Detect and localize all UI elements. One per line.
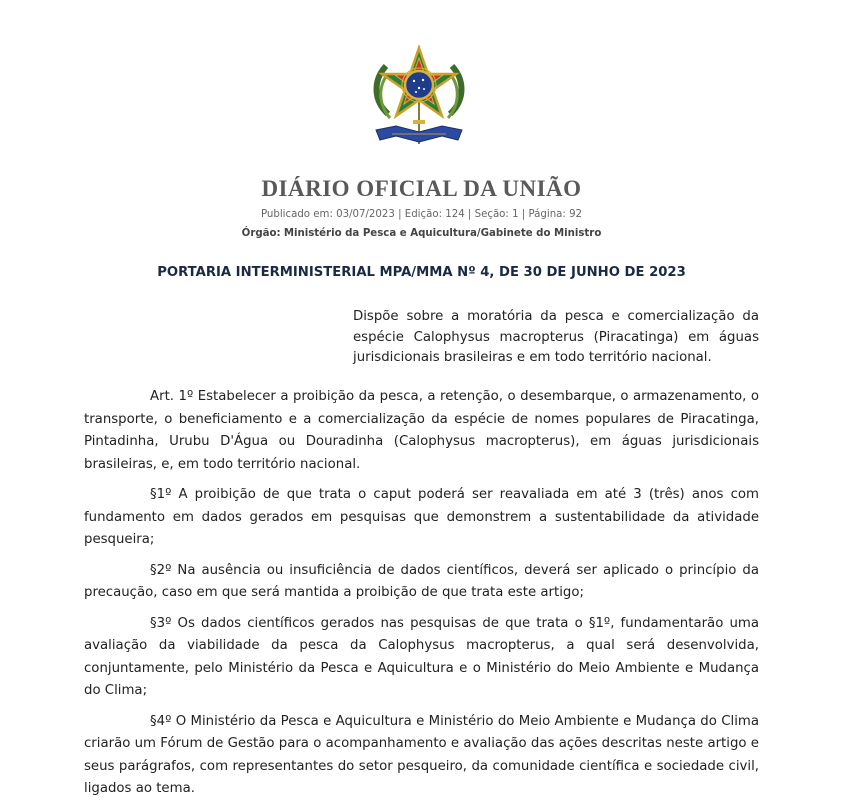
- paragraph-3: §3º Os dados científicos gerados nas pesquisas de que trata o §1º, fundamentarão uma avaliação da viabilidade da pesca da Calophysus macropterus, a qual será desenvolvida, conjuntamente, pelo Ministério da Pesca e Aquicultura e o Ministério do Meio Ambiente e Mudança do Clima;: [84, 615, 759, 698]
- paragraph-4: §4º O Ministério da Pesca e Aquicultura e Ministério do Meio Ambiente e Mudança do Clima criarão um Fórum de Gestão para o acompanhamento e avaliação das ações descritas neste artigo e seus parágrafos, com representantes do setor pesqueiro, da comunidade científica e sociedade civil, ligados ao tema.: [84, 713, 759, 796]
- document-body: [84, 386, 759, 809]
- publication-info: Publicado em: 03/07/2023 | Edição: 124 | Seção: 1 | Página: 92: [260, 209, 583, 220]
- brazil-coat-of-arms-icon: [368, 44, 470, 150]
- paragraph-1: §1º A proibição de que trata o caput poderá ser reavaliada em até 3 (três) anos com fundamento em dados gerados em pesquisas que demonstrem a sustentabilidade da atividade pesqueira;: [84, 487, 759, 547]
- document-title: PORTARIA INTERMINISTERIAL MPA/MMA Nº 4, DE 30 DE JUNHO DE 2023: [157, 265, 686, 280]
- organ-label: Órgão:: [241, 228, 281, 239]
- article-1: Art. 1º Estabelecer a proibição da pesca, a retenção, o desembarque, o armazenamento, o transporte, o beneficiamento e a comercialização da espécie de nomes populares de Piracatinga, Pintadinha, Urubu D'Água ou Douradinha (Calophysus macropterus), em águas jurisdicionais brasileiras, e, em todo território nacional.: [84, 389, 759, 472]
- masthead-title: DIÁRIO OFICIAL DA UNIÃO: [261, 176, 582, 201]
- paragraph-2: §2º Na ausência ou insuficiência de dados científicos, deverá ser aplicado o princípio da precaução, caso em que será mantida a proibição de que trata este artigo;: [84, 562, 759, 600]
- organ-line: [0, 228, 843, 239]
- organ-value: Ministério da Pesca e Aquicultura/Gabinete do Ministro: [283, 228, 602, 239]
- document-ementa: Dispõe sobre a moratória da pesca e comercialização da espécie Calophysus macropterus (Piracatinga) em águas jurisdicionais brasileiras e em todo território nacional.: [353, 309, 759, 365]
